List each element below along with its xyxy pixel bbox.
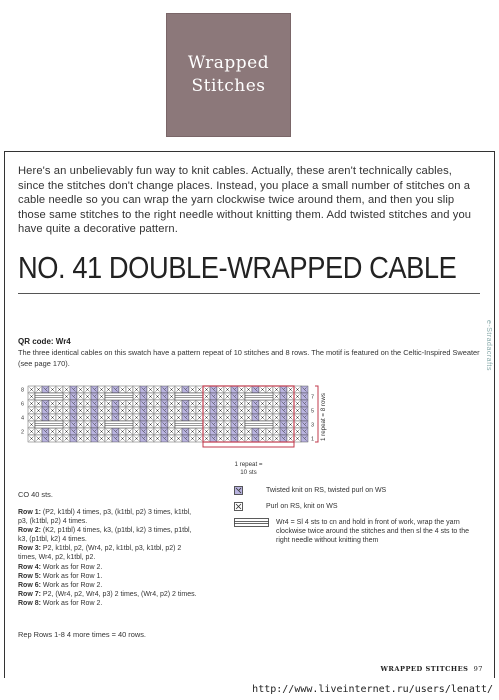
repeat-sts-bracket	[203, 442, 294, 447]
chart-legend	[232, 486, 482, 551]
wrap4-cell	[245, 393, 273, 400]
row-instruction: Row 6: Work as for Row 2.	[18, 581, 103, 589]
wrap4-cell	[175, 393, 203, 400]
stitch-chart-svg	[18, 381, 338, 476]
row-number-right: 7	[311, 394, 315, 401]
section-badge	[166, 13, 291, 137]
row-number-left: 6	[21, 401, 25, 408]
stitch-chart	[18, 381, 338, 476]
wrap4-cell	[105, 421, 133, 428]
row-number-left: 4	[21, 415, 25, 422]
row-number-right: 5	[311, 408, 315, 415]
intro-paragraph: Here's an unbelievably fun way to knit cables. Actually, these aren't technically cables, since the stitches don't change places. Instead, you place a small number of stitches on a cable needle so you can wrap the yarn clockwise twice around them, and then you slip those same stitches to the right needle without knitting them. Add twisted stitches and you have quite a decorative pattern.	[18, 165, 472, 236]
twisted-knit-symbol-icon	[234, 486, 244, 495]
wrap4-symbol-icon	[234, 518, 270, 527]
wrap4-cell	[175, 421, 203, 428]
badge-line-1: Wrapped	[187, 53, 270, 73]
row-number-right: 3	[311, 422, 315, 429]
legend-item-purl: Purl on RS, knit on WS	[232, 502, 482, 512]
qr-code-label: QR code: Wr4	[18, 337, 71, 346]
row-instruction: Row 4: Work as for Row 2.	[18, 563, 103, 571]
title-divider	[18, 293, 480, 294]
row-instruction: Row 8: Work as for Row 2.	[18, 599, 103, 607]
legend-item-twisted: Twisted knit on RS, twisted purl on WS	[232, 486, 482, 496]
page-number: 97	[473, 665, 483, 673]
row-instruction: Row 1: (P2, k1tbl) 4 times, p3, (k1tbl, p2) 3 times, k1tbl, p3, (k1tbl, p2) 4 times.	[18, 509, 192, 526]
repeat-sts-label-2: 10 sts	[240, 469, 257, 476]
wrap4-cell	[245, 421, 273, 428]
cast-on: CO 40 sts.	[18, 490, 53, 499]
badge-line-2: Stitches	[191, 76, 266, 96]
wrap4-cell	[35, 393, 63, 400]
row-instruction: Row 5: Work as for Row 1.	[18, 572, 103, 580]
row-instruction: Row 7: P2, (Wr4, p2, Wr4, p3) 2 times, (Wr4, p2) 2 times.	[18, 590, 197, 598]
row-instructions	[18, 508, 198, 608]
row-instruction: Row 3: P2, k1tbl, p2, (Wr4, p2, k1tbl, p3, k1tbl, p2) 2 times, Wr4, p2, k1tbl, p2.	[18, 545, 182, 562]
repeat-rows-label: 1 repeat = 8 rows	[320, 393, 327, 441]
repeat-note: Rep Rows 1-8 4 more times = 40 rows.	[18, 630, 146, 639]
wrap4-cell	[35, 421, 63, 428]
row-number-left: 8	[21, 387, 25, 394]
repeat-rows-bracket	[315, 386, 318, 442]
repeat-sts-label-1: 1 repeat =	[234, 461, 263, 468]
page-footer	[381, 665, 483, 673]
row-instruction: Row 2: (K2, p1tbl) 4 times, k3, (p1tbl, k2) 3 times, p1tbl, k3, (p1tbl, k2) 4 times.	[18, 527, 192, 544]
footer-section: WRAPPED STITCHES	[380, 665, 469, 673]
wrap4-cell	[105, 393, 133, 400]
pattern-description: The three identical cables on this swatch have a pattern repeat of 10 stitches and 8 rows. The motif is featured on the Celtic-Inspired Sweater (see page 170).	[18, 348, 480, 368]
side-credit: e-Stradacrafts	[485, 320, 492, 371]
row-number-left: 2	[21, 429, 25, 436]
row-number-right: 1	[311, 436, 315, 443]
purl-symbol-icon	[234, 502, 244, 511]
page-title: NO. 41 DOUBLE-WRAPPED CABLE	[18, 250, 457, 285]
legend-item-wrap4: Wr4 = Sl 4 sts to cn and hold in front of work, wrap the yarn clockwise twice around the stitches and then sl the 4 sts to the right needle without knitting them	[232, 518, 482, 545]
source-url: http://www.liveinternet.ru/users/lenatt/	[252, 684, 493, 695]
